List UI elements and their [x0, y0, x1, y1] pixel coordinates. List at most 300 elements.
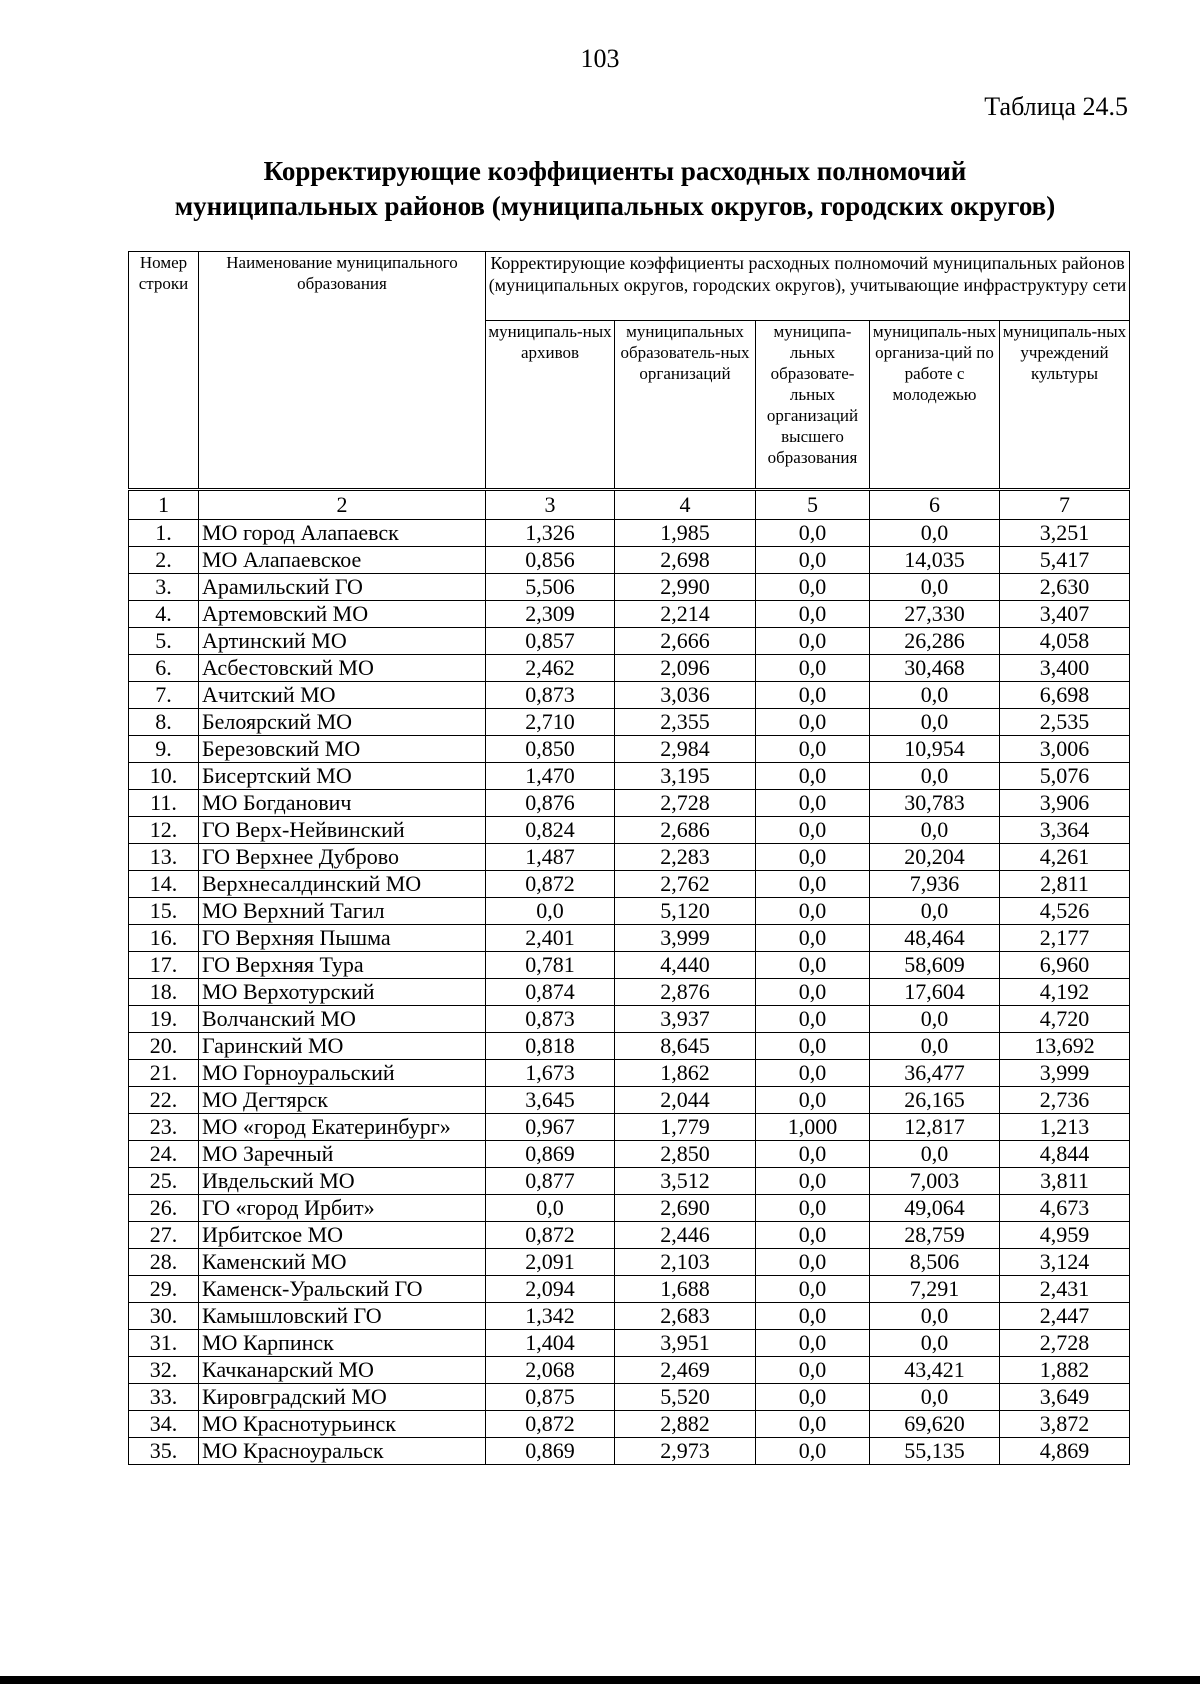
table-row: [129, 1195, 1130, 1222]
youth-cell: 17,604: [870, 979, 1000, 1006]
row-number-cell: 6.: [129, 655, 199, 682]
scan-border-line: [0, 1676, 1200, 1684]
table-row: [129, 547, 1130, 574]
table-row: [129, 1438, 1130, 1465]
municipality-name-cell: Ирбитское МО: [199, 1222, 486, 1249]
header-name: Наименование муниципального образования: [199, 252, 486, 490]
education-cell: 8,645: [615, 1033, 756, 1060]
higher-education-cell: 0,0: [756, 709, 870, 736]
education-cell: 1,862: [615, 1060, 756, 1087]
culture-cell: 2,630: [1000, 574, 1130, 601]
municipality-name-cell: Камышловский ГО: [199, 1303, 486, 1330]
table-row: [129, 1222, 1130, 1249]
youth-cell: 12,817: [870, 1114, 1000, 1141]
youth-cell: 0,0: [870, 1330, 1000, 1357]
municipality-name-cell: МО Верхний Тагил: [199, 898, 486, 925]
row-number-cell: 16.: [129, 925, 199, 952]
archives-cell: 0,850: [486, 736, 615, 763]
column-number: 5: [756, 490, 870, 520]
municipality-name-cell: МО «город Екатеринбург»: [199, 1114, 486, 1141]
archives-cell: 1,487: [486, 844, 615, 871]
row-number-cell: 17.: [129, 952, 199, 979]
row-number-cell: 34.: [129, 1411, 199, 1438]
higher-education-cell: 0,0: [756, 1033, 870, 1060]
culture-cell: 4,192: [1000, 979, 1130, 1006]
higher-education-cell: 0,0: [756, 1249, 870, 1276]
education-cell: 2,096: [615, 655, 756, 682]
archives-cell: 2,401: [486, 925, 615, 952]
culture-cell: 2,431: [1000, 1276, 1130, 1303]
table-row: [129, 1141, 1130, 1168]
archives-cell: 1,404: [486, 1330, 615, 1357]
higher-education-cell: 0,0: [756, 574, 870, 601]
archives-cell: 0,872: [486, 1222, 615, 1249]
table-row: [129, 574, 1130, 601]
education-cell: 3,036: [615, 682, 756, 709]
archives-cell: 2,091: [486, 1249, 615, 1276]
municipality-name-cell: МО Заречный: [199, 1141, 486, 1168]
culture-cell: 4,058: [1000, 628, 1130, 655]
table-row: [129, 1303, 1130, 1330]
higher-education-cell: 0,0: [756, 871, 870, 898]
education-cell: 3,512: [615, 1168, 756, 1195]
column-number: 6: [870, 490, 1000, 520]
archives-cell: 3,645: [486, 1087, 615, 1114]
row-number-cell: 30.: [129, 1303, 199, 1330]
archives-cell: 0,877: [486, 1168, 615, 1195]
youth-cell: 0,0: [870, 763, 1000, 790]
culture-cell: 13,692: [1000, 1033, 1130, 1060]
archives-cell: 0,872: [486, 1411, 615, 1438]
archives-cell: 2,710: [486, 709, 615, 736]
culture-cell: 3,811: [1000, 1168, 1130, 1195]
municipality-name-cell: МО Карпинск: [199, 1330, 486, 1357]
row-number-cell: 20.: [129, 1033, 199, 1060]
municipality-name-cell: МО Дегтярск: [199, 1087, 486, 1114]
municipality-name-cell: МО Краснотурьинск: [199, 1411, 486, 1438]
culture-cell: 3,400: [1000, 655, 1130, 682]
column-number: 7: [1000, 490, 1130, 520]
row-number-cell: 12.: [129, 817, 199, 844]
municipality-name-cell: Каменский МО: [199, 1249, 486, 1276]
culture-cell: 4,261: [1000, 844, 1130, 871]
header-col-youth: муниципаль-ных организа-ций по работе с молодежью: [870, 321, 1000, 490]
education-cell: 2,850: [615, 1141, 756, 1168]
higher-education-cell: 0,0: [756, 763, 870, 790]
row-number-cell: 9.: [129, 736, 199, 763]
culture-cell: 6,698: [1000, 682, 1130, 709]
table-row: [129, 1411, 1130, 1438]
table-row: [129, 1249, 1130, 1276]
column-number: 4: [615, 490, 756, 520]
row-number-cell: 10.: [129, 763, 199, 790]
row-number-cell: 32.: [129, 1357, 199, 1384]
youth-cell: 0,0: [870, 709, 1000, 736]
education-cell: 2,728: [615, 790, 756, 817]
culture-cell: 2,728: [1000, 1330, 1130, 1357]
archives-cell: 2,309: [486, 601, 615, 628]
youth-cell: 0,0: [870, 1033, 1000, 1060]
column-number: 3: [486, 490, 615, 520]
municipality-name-cell: МО город Алапаевск: [199, 520, 486, 547]
row-number-cell: 25.: [129, 1168, 199, 1195]
education-cell: 5,120: [615, 898, 756, 925]
table-row: [129, 1087, 1130, 1114]
municipality-name-cell: Артемовский МО: [199, 601, 486, 628]
document-title: [100, 154, 1130, 224]
row-number-cell: 26.: [129, 1195, 199, 1222]
culture-cell: 2,177: [1000, 925, 1130, 952]
table-row: [129, 655, 1130, 682]
archives-cell: 0,874: [486, 979, 615, 1006]
table-row: [129, 790, 1130, 817]
higher-education-cell: 0,0: [756, 1087, 870, 1114]
education-cell: 2,990: [615, 574, 756, 601]
youth-cell: 36,477: [870, 1060, 1000, 1087]
header-col-archives: муниципаль-ных архивов: [486, 321, 615, 490]
education-cell: 3,951: [615, 1330, 756, 1357]
youth-cell: 8,506: [870, 1249, 1000, 1276]
row-number-cell: 33.: [129, 1384, 199, 1411]
header-group: Корректирующие коэффициенты расходных полномочий муниципальных районов (муниципальных округов, городских округов), учитывающие инфраструктуру сети: [486, 252, 1130, 321]
higher-education-cell: 0,0: [756, 1141, 870, 1168]
youth-cell: 7,003: [870, 1168, 1000, 1195]
row-number-cell: 19.: [129, 1006, 199, 1033]
culture-cell: 3,999: [1000, 1060, 1130, 1087]
column-number: 1: [129, 490, 199, 520]
municipality-name-cell: МО Красноуральск: [199, 1438, 486, 1465]
culture-cell: 4,673: [1000, 1195, 1130, 1222]
higher-education-cell: 0,0: [756, 1276, 870, 1303]
archives-cell: 0,875: [486, 1384, 615, 1411]
higher-education-cell: 0,0: [756, 628, 870, 655]
municipality-name-cell: Гаринский МО: [199, 1033, 486, 1060]
row-number-cell: 18.: [129, 979, 199, 1006]
culture-cell: 4,959: [1000, 1222, 1130, 1249]
culture-cell: 6,960: [1000, 952, 1130, 979]
education-cell: 2,698: [615, 547, 756, 574]
table-row: [129, 925, 1130, 952]
column-numbers-row: [129, 490, 1130, 520]
row-number-cell: 22.: [129, 1087, 199, 1114]
archives-cell: 0,873: [486, 682, 615, 709]
higher-education-cell: 0,0: [756, 817, 870, 844]
municipality-name-cell: ГО Верхняя Пышма: [199, 925, 486, 952]
higher-education-cell: 0,0: [756, 979, 870, 1006]
youth-cell: 14,035: [870, 547, 1000, 574]
municipality-name-cell: Ачитский МО: [199, 682, 486, 709]
youth-cell: 58,609: [870, 952, 1000, 979]
archives-cell: 0,873: [486, 1006, 615, 1033]
archives-cell: 0,0: [486, 898, 615, 925]
higher-education-cell: 0,0: [756, 1384, 870, 1411]
table-row: [129, 1168, 1130, 1195]
higher-education-cell: 0,0: [756, 1195, 870, 1222]
table-body: [129, 490, 1130, 1465]
row-number-cell: 1.: [129, 520, 199, 547]
education-cell: 2,876: [615, 979, 756, 1006]
culture-cell: 3,649: [1000, 1384, 1130, 1411]
education-cell: 1,985: [615, 520, 756, 547]
education-cell: 2,690: [615, 1195, 756, 1222]
archives-cell: 2,068: [486, 1357, 615, 1384]
table-row: [129, 817, 1130, 844]
culture-cell: 2,736: [1000, 1087, 1130, 1114]
culture-cell: 4,844: [1000, 1141, 1130, 1168]
culture-cell: 3,872: [1000, 1411, 1130, 1438]
municipality-name-cell: Качканарский МО: [199, 1357, 486, 1384]
youth-cell: 0,0: [870, 898, 1000, 925]
row-number-cell: 2.: [129, 547, 199, 574]
archives-cell: 1,342: [486, 1303, 615, 1330]
higher-education-cell: 0,0: [756, 682, 870, 709]
culture-cell: 3,407: [1000, 601, 1130, 628]
education-cell: 2,984: [615, 736, 756, 763]
table-row: [129, 1384, 1130, 1411]
table-label: Таблица 24.5: [984, 92, 1128, 121]
youth-cell: 49,064: [870, 1195, 1000, 1222]
education-cell: 2,686: [615, 817, 756, 844]
header-col-culture: муниципаль-ных учреждений культуры: [1000, 321, 1130, 490]
municipality-name-cell: Асбестовский МО: [199, 655, 486, 682]
municipality-name-cell: Волчанский МО: [199, 1006, 486, 1033]
higher-education-cell: 0,0: [756, 898, 870, 925]
row-number-cell: 31.: [129, 1330, 199, 1357]
table-row: [129, 1357, 1130, 1384]
row-number-cell: 24.: [129, 1141, 199, 1168]
higher-education-cell: 0,0: [756, 1303, 870, 1330]
higher-education-cell: 0,0: [756, 1357, 870, 1384]
row-number-cell: 11.: [129, 790, 199, 817]
municipality-name-cell: Березовский МО: [199, 736, 486, 763]
education-cell: 2,882: [615, 1411, 756, 1438]
culture-cell: 4,720: [1000, 1006, 1130, 1033]
row-number-cell: 15.: [129, 898, 199, 925]
education-cell: 2,683: [615, 1303, 756, 1330]
archives-cell: 0,869: [486, 1438, 615, 1465]
higher-education-cell: 0,0: [756, 1006, 870, 1033]
higher-education-cell: 0,0: [756, 547, 870, 574]
archives-cell: 0,824: [486, 817, 615, 844]
higher-education-cell: 0,0: [756, 601, 870, 628]
title-line-2: муниципальных районов (муниципальных округов, городских округов): [174, 191, 1056, 221]
youth-cell: 20,204: [870, 844, 1000, 871]
youth-cell: 43,421: [870, 1357, 1000, 1384]
table-row: [129, 1006, 1130, 1033]
municipality-name-cell: МО Богданович: [199, 790, 486, 817]
education-cell: 1,779: [615, 1114, 756, 1141]
municipality-name-cell: ГО Верх-Нейвинский: [199, 817, 486, 844]
table-row: [129, 736, 1130, 763]
table-row: [129, 1060, 1130, 1087]
education-cell: 2,973: [615, 1438, 756, 1465]
higher-education-cell: 0,0: [756, 1438, 870, 1465]
culture-cell: 3,906: [1000, 790, 1130, 817]
archives-cell: 0,0: [486, 1195, 615, 1222]
higher-education-cell: 0,0: [756, 1222, 870, 1249]
table-row: [129, 709, 1130, 736]
table-row: [129, 601, 1130, 628]
municipality-name-cell: ГО Верхнее Дуброво: [199, 844, 486, 871]
archives-cell: 0,876: [486, 790, 615, 817]
row-number-cell: 7.: [129, 682, 199, 709]
youth-cell: 55,135: [870, 1438, 1000, 1465]
youth-cell: 0,0: [870, 520, 1000, 547]
higher-education-cell: 0,0: [756, 790, 870, 817]
education-cell: 3,999: [615, 925, 756, 952]
municipality-name-cell: ГО «город Ирбит»: [199, 1195, 486, 1222]
youth-cell: 7,936: [870, 871, 1000, 898]
archives-cell: 0,857: [486, 628, 615, 655]
youth-cell: 26,286: [870, 628, 1000, 655]
municipality-name-cell: Верхнесалдинский МО: [199, 871, 486, 898]
archives-cell: 0,869: [486, 1141, 615, 1168]
education-cell: 2,762: [615, 871, 756, 898]
row-number-cell: 8.: [129, 709, 199, 736]
table-row: [129, 763, 1130, 790]
row-number-cell: 21.: [129, 1060, 199, 1087]
culture-cell: 2,811: [1000, 871, 1130, 898]
higher-education-cell: 0,0: [756, 1168, 870, 1195]
table-row: [129, 1330, 1130, 1357]
municipality-name-cell: МО Верхотурский: [199, 979, 486, 1006]
higher-education-cell: 0,0: [756, 925, 870, 952]
table-row: [129, 682, 1130, 709]
higher-education-cell: 0,0: [756, 1060, 870, 1087]
youth-cell: 69,620: [870, 1411, 1000, 1438]
education-cell: 3,937: [615, 1006, 756, 1033]
row-number-cell: 13.: [129, 844, 199, 871]
higher-education-cell: 0,0: [756, 736, 870, 763]
education-cell: 2,283: [615, 844, 756, 871]
youth-cell: 0,0: [870, 1141, 1000, 1168]
archives-cell: 2,094: [486, 1276, 615, 1303]
culture-cell: 5,417: [1000, 547, 1130, 574]
municipality-name-cell: МО Горноуральский: [199, 1060, 486, 1087]
municipality-name-cell: Кировградский МО: [199, 1384, 486, 1411]
youth-cell: 30,468: [870, 655, 1000, 682]
archives-cell: 5,506: [486, 574, 615, 601]
youth-cell: 0,0: [870, 1384, 1000, 1411]
header-col-education: муниципальных образователь-ных организаций: [615, 321, 756, 490]
table-row: [129, 898, 1130, 925]
archives-cell: 0,781: [486, 952, 615, 979]
higher-education-cell: 0,0: [756, 1330, 870, 1357]
row-number-cell: 29.: [129, 1276, 199, 1303]
youth-cell: 0,0: [870, 817, 1000, 844]
table-row: [129, 979, 1130, 1006]
youth-cell: 48,464: [870, 925, 1000, 952]
row-number-cell: 4.: [129, 601, 199, 628]
table-row: [129, 628, 1130, 655]
youth-cell: 0,0: [870, 1303, 1000, 1330]
municipality-name-cell: Арамильский ГО: [199, 574, 486, 601]
archives-cell: 0,967: [486, 1114, 615, 1141]
culture-cell: 2,447: [1000, 1303, 1130, 1330]
header-col-higher-education: муниципа-льных образовате-льных организаций высшего образования: [756, 321, 870, 490]
table-row: [129, 1033, 1130, 1060]
youth-cell: 10,954: [870, 736, 1000, 763]
culture-cell: 1,882: [1000, 1357, 1130, 1384]
education-cell: 5,520: [615, 1384, 756, 1411]
title-line-1: Корректирующие коэффициенты расходных полномочий: [263, 156, 967, 186]
coefficients-table: [128, 251, 1130, 1465]
culture-cell: 3,124: [1000, 1249, 1130, 1276]
municipality-name-cell: Ивдельский МО: [199, 1168, 486, 1195]
row-number-cell: 35.: [129, 1438, 199, 1465]
youth-cell: 26,165: [870, 1087, 1000, 1114]
header-row-number: Номер строки: [129, 252, 199, 490]
education-cell: 2,666: [615, 628, 756, 655]
youth-cell: 7,291: [870, 1276, 1000, 1303]
municipality-name-cell: Белоярский МО: [199, 709, 486, 736]
higher-education-cell: 0,0: [756, 520, 870, 547]
education-cell: 2,044: [615, 1087, 756, 1114]
row-number-cell: 14.: [129, 871, 199, 898]
higher-education-cell: 0,0: [756, 952, 870, 979]
culture-cell: 5,076: [1000, 763, 1130, 790]
column-number: 2: [199, 490, 486, 520]
culture-cell: 4,869: [1000, 1438, 1130, 1465]
youth-cell: 28,759: [870, 1222, 1000, 1249]
municipality-name-cell: Каменск-Уральский ГО: [199, 1276, 486, 1303]
municipality-name-cell: Бисертский МО: [199, 763, 486, 790]
table-row: [129, 844, 1130, 871]
municipality-name-cell: Артинский МО: [199, 628, 486, 655]
archives-cell: 1,326: [486, 520, 615, 547]
youth-cell: 0,0: [870, 1006, 1000, 1033]
row-number-cell: 28.: [129, 1249, 199, 1276]
row-number-cell: 23.: [129, 1114, 199, 1141]
youth-cell: 30,783: [870, 790, 1000, 817]
table-row: [129, 871, 1130, 898]
culture-cell: 3,364: [1000, 817, 1130, 844]
youth-cell: 0,0: [870, 574, 1000, 601]
archives-cell: 0,818: [486, 1033, 615, 1060]
archives-cell: 2,462: [486, 655, 615, 682]
municipality-name-cell: ГО Верхняя Тура: [199, 952, 486, 979]
table-row: [129, 520, 1130, 547]
row-number-cell: 5.: [129, 628, 199, 655]
page-number: 103: [580, 44, 620, 73]
archives-cell: 1,470: [486, 763, 615, 790]
table-row: [129, 952, 1130, 979]
table-row: [129, 1276, 1130, 1303]
archives-cell: 0,872: [486, 871, 615, 898]
higher-education-cell: 0,0: [756, 1411, 870, 1438]
youth-cell: 0,0: [870, 682, 1000, 709]
education-cell: 1,688: [615, 1276, 756, 1303]
education-cell: 2,214: [615, 601, 756, 628]
row-number-cell: 3.: [129, 574, 199, 601]
archives-cell: 0,856: [486, 547, 615, 574]
culture-cell: 3,251: [1000, 520, 1130, 547]
table-row: [129, 1114, 1130, 1141]
higher-education-cell: 0,0: [756, 844, 870, 871]
archives-cell: 1,673: [486, 1060, 615, 1087]
higher-education-cell: 0,0: [756, 655, 870, 682]
culture-cell: 1,213: [1000, 1114, 1130, 1141]
education-cell: 2,446: [615, 1222, 756, 1249]
youth-cell: 27,330: [870, 601, 1000, 628]
culture-cell: 2,535: [1000, 709, 1130, 736]
higher-education-cell: 1,000: [756, 1114, 870, 1141]
row-number-cell: 27.: [129, 1222, 199, 1249]
culture-cell: 3,006: [1000, 736, 1130, 763]
municipality-name-cell: МО Алапаевское: [199, 547, 486, 574]
education-cell: 4,440: [615, 952, 756, 979]
education-cell: 3,195: [615, 763, 756, 790]
